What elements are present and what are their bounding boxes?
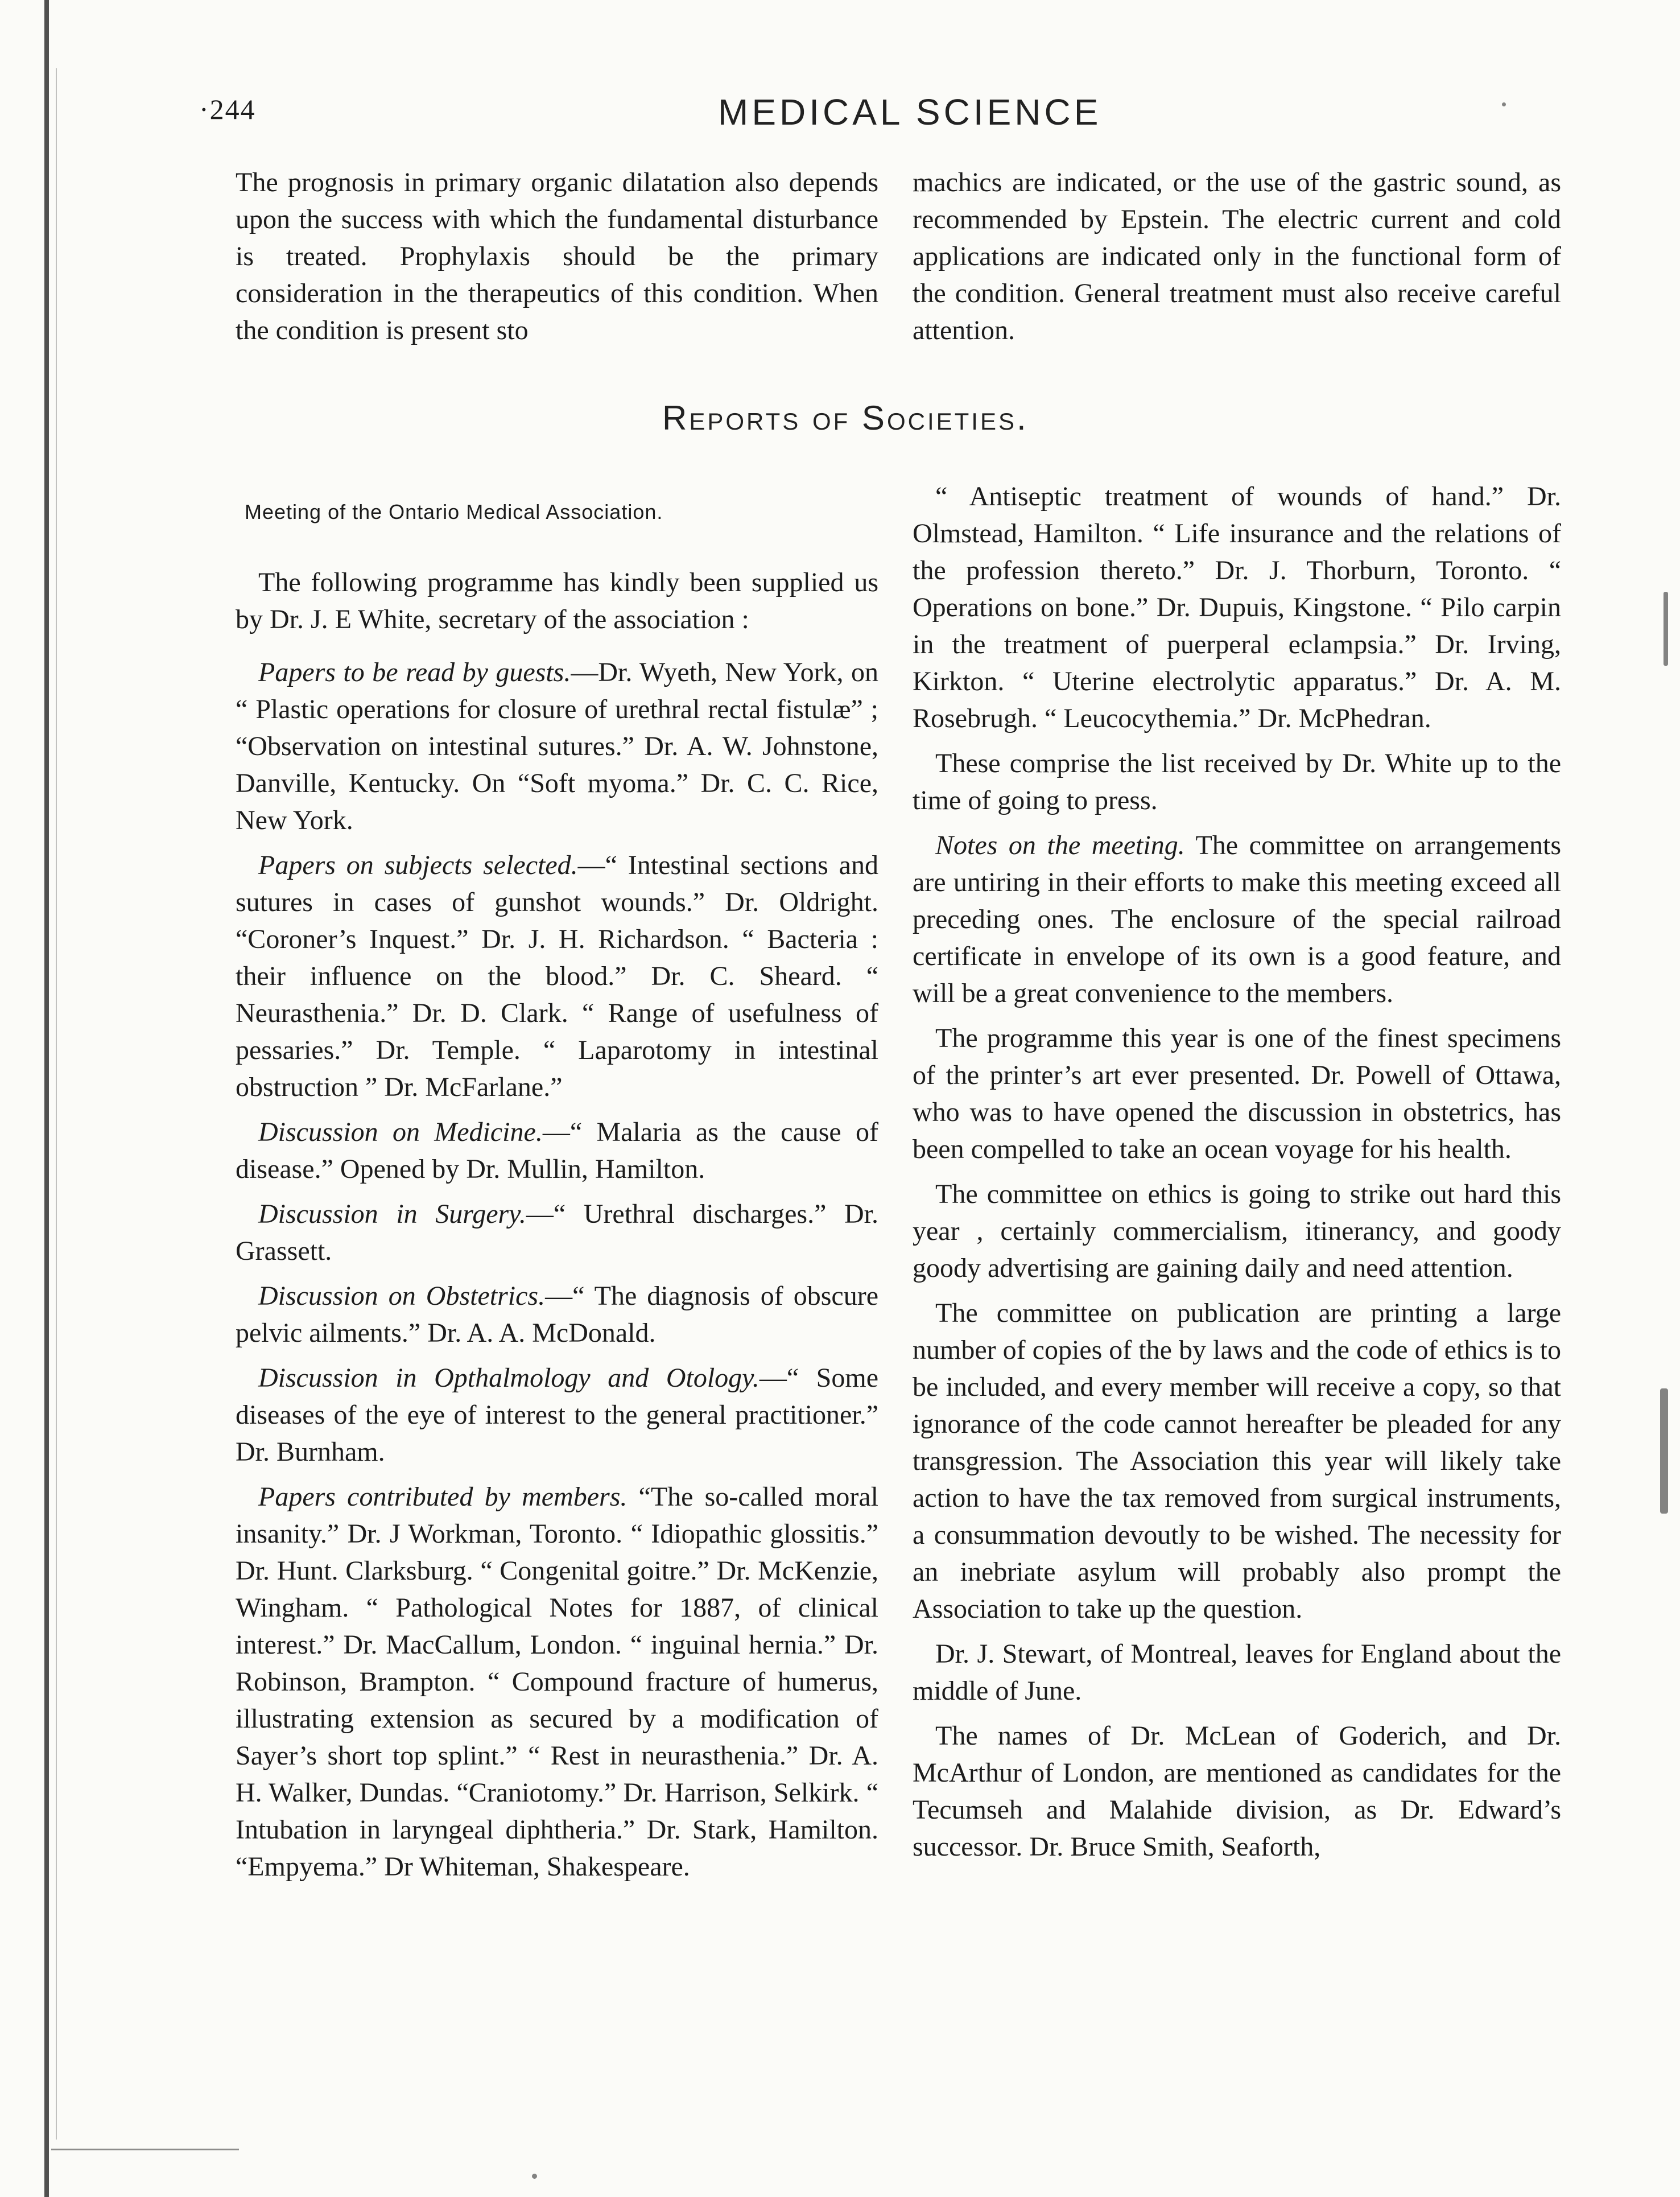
paragraph-text: —Dr. Wyeth, New York, on “ Plastic operations for closure of urethral rectal fistulæ” ; “Observation on intestinal sutures.” Dr. A. W. Johnstone, Danville, Kentucky. On “Soft myoma.” Dr. C. C. Rice, New York.	[236, 657, 878, 835]
article-continuation-left	[236, 164, 878, 349]
paragraph	[236, 1196, 878, 1269]
scan-edge-left	[0, 0, 68, 2197]
paragraph-text: “The so-called moral insanity.” Dr. J Workman, Toronto. “ Idiopathic glossitis.” Dr. Hunt. Clarksburg. “ Congenital goitre.” Dr. McKenzie, Wingham. “ Pathological Notes for 1887, of clinical interest.” Dr. MacCallum, London. “ inguinal hernia.” Dr. Robinson, Brampton. “ Compound fracture of humerus, illustrating extension as secured by a modification of Sayer’s short top splint.” “ Rest in neurasthenia.” Dr. A. H. Walker, Dundas. “Craniotomy.” Dr. Harrison, Selkirk. “ Intubation in laryngeal diphtheria.” Dr. Stark, Hamilton. “Empyema.” Dr Whiteman, Shakespeare.	[236, 1482, 878, 1882]
paragraph	[913, 827, 1561, 1012]
paragraph	[236, 847, 878, 1106]
paragraph	[236, 1478, 878, 1885]
scan-edge-mark-upper	[1664, 592, 1668, 666]
left-column	[236, 564, 878, 1893]
paragraph: The committee on publication are printing a large number of copies of the by laws and the code of ethics is to be included, and every member will receive a copy, so that ignorance of the code cannot hereafter be pleaded for any transgression. The Association this year will likely take action to have the tax removed from surgical instruments, a consummation devoutly to be wished. The necessity for an inebriate asylum will probably also prompt the Association to take up the question.	[913, 1298, 1561, 1624]
binding-rule-thin	[56, 68, 57, 2140]
section-heading: Reports of Societies.	[662, 399, 1029, 437]
paragraph: The programme this year is one of the finest specimens of the printer’s art ever presented. Dr. Powell of Ottawa, who was to have opened the discussion in obstetrics, has been compelled to take an ocean voyage for his health.	[913, 1023, 1561, 1164]
paragraph	[236, 1359, 878, 1470]
paragraph-text: —“ The diagnosis of obscure pelvic ailments.” Dr. A. A. McDonald.	[236, 1281, 879, 1348]
paragraph: These comprise the list received by Dr. White up to the time of going to press.	[913, 748, 1561, 815]
paragraph-text: The committee on arrangements are untiring in their efforts to make this meeting exceed all preceding ones. The enclosure of the special railroad certificate in envelope of its own is a good feature, and will be a great convenience to the members.	[913, 830, 1562, 1008]
right-column	[913, 478, 1561, 1873]
paragraph: Dr. J. Stewart, of Montreal, leaves for England about the middle of June.	[913, 1639, 1561, 1706]
italic-label: Discussion in Surgery.	[258, 1199, 526, 1229]
italic-label: Papers on subjects selected.	[258, 850, 578, 880]
paragraph	[236, 1277, 878, 1351]
paragraph: The names of Dr. McLean of Goderich, and Dr. McArthur of London, are mentioned as candidates for the Tecumseh and Malahide division, as Dr. Edward’s successor. Dr. Bruce Smith, Seaforth,	[913, 1721, 1561, 1862]
paragraph: “ Antiseptic treatment of wounds of hand.” Dr. Olmstead, Hamilton. “ Life insurance and the relations of the profession thereto.” Dr. J. Thorburn, Toronto. “ Operations on bone.” Dr. Dupuis, Kingstone. “ Pilo carpin in the treatment of puerperal eclampsia.” Dr. Irving, Kirkton. “ Uterine electrolytic apparatus.” Dr. A. M. Rosebrugh. “ Leucocythemia.” Dr. McPhedran.	[913, 481, 1561, 733]
scan-speck	[532, 2174, 537, 2179]
paragraph	[236, 1114, 878, 1188]
paragraph: machics are indicated, or the use of the gastric sound, as recommended by Epstein. The electric current and cold applications are indicated only in the functional form of the condition. General treatment must also receive careful attention.	[913, 167, 1561, 345]
scan-edge-mark-lower	[1660, 1388, 1668, 1514]
paragraph: The committee on ethics is going to strike out hard this year , certainly commercialism, itinerancy, and goody goody advertising are gaining daily and need attention.	[913, 1179, 1561, 1283]
paragraph-text: —“ Urethral discharges.” Dr. Grassett.	[236, 1199, 879, 1266]
article-continuation-right	[913, 164, 1561, 349]
article-subheading: Meeting of the Ontario Medical Association.	[245, 500, 663, 524]
scan-speck	[1502, 102, 1506, 106]
italic-label: Discussion in Opthalmology and Otology.	[258, 1363, 759, 1393]
italic-label: Papers contributed by members.	[258, 1482, 628, 1512]
paragraph-text: —“ Intestinal sections and sutures in cases of gunshot wounds.” Dr. Oldright. “Coroner’s Inquest.” Dr. J. H. Richardson. “ Bacteria : their influence on the blood.” Dr. C. Sheard. “ Neurasthenia.” Dr. D. Clark. “ Range of usefulness of pessaries.” Dr. Temple. “ Laparotomy in intestinal obstruction ” Dr. McFarlane.”	[236, 850, 878, 1102]
intro-paragraph: The following programme has kindly been supplied us by Dr. J. E White, secretary of the association :	[236, 567, 878, 634]
page-number: ·244	[199, 93, 256, 125]
binding-rule	[44, 0, 49, 2197]
paragraph-text: —“ Malaria as the cause of disease.” Opened by Dr. Mullin, Hamilton.	[236, 1117, 879, 1184]
paragraph	[236, 654, 878, 839]
scan-bottom-mark	[51, 2149, 239, 2150]
paragraph: The prognosis in primary organic dilatation also depends upon the success with which the fundamental disturbance is treated. Prophylaxis should be the primary consideration in the therapeutics of this condition. When the condition is present sto	[236, 167, 878, 345]
italic-label: Discussion on Obstetrics.	[258, 1281, 546, 1311]
italic-label: Papers to be read by guests.	[258, 657, 571, 687]
running-title: MEDICAL SCIENCE	[718, 92, 1102, 133]
italic-label: Notes on the meeting.	[935, 830, 1185, 860]
paragraph-text: —“ Some diseases of the eye of interest to the general practitioner.” Dr. Burnham.	[236, 1363, 878, 1467]
italic-label: Discussion on Medicine.	[258, 1117, 543, 1147]
